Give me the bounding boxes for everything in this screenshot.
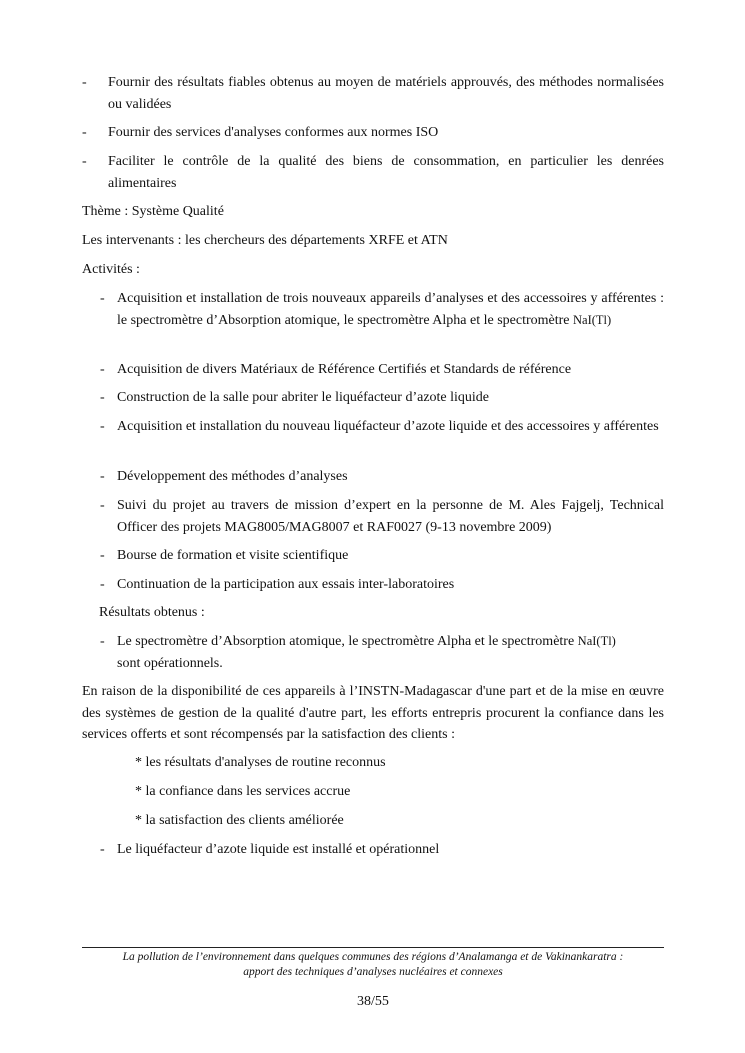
activity-item: Bourse de formation et visite scientifique <box>117 548 349 563</box>
result-tail: sont opérationnels. <box>117 655 223 671</box>
footer-rule <box>82 947 664 948</box>
intervenants-line: Les intervenants : les chercheurs des départements XRFE et ATN <box>82 233 448 248</box>
footer-line: La pollution de l’environnement dans quelques communes des régions d’Analamanga et de Vakinankaratra : <box>122 951 624 963</box>
activity-dash: - <box>100 390 105 405</box>
resultats-label: Résultats obtenus : <box>99 605 205 620</box>
activity-nai: NaI(Tl) <box>573 312 612 327</box>
activity-dash: - <box>100 548 105 563</box>
activity-item: Développement des méthodes d’analyses <box>117 469 348 484</box>
bullet-text: Faciliter le contrôle de la qualité des biens de consommation, en particulier les denrées alimentaires <box>108 154 664 191</box>
activity-item: Acquisition et installation du nouveau liquéfacteur d’azote liquide et des accessoires y afférentes <box>117 419 659 434</box>
activity-item: Construction de la salle pour abriter le liquéfacteur d’azote liquide <box>117 390 490 405</box>
result-text: Le spectromètre d’Absorption atomique, le spectromètre Alpha et le spectromètre <box>117 634 578 649</box>
bullet-text: Fournir des résultats fiables obtenus au moyen de matériels approuvés, des méthodes normalisées ou validées <box>108 75 664 112</box>
activity-item: Suivi du projet au travers de mission d’expert en la personne de M. Ales Fajgelj, Technical Officer des projets MAG8005/MAG8007 et RAF0027 (9-13 novembre 2009) <box>117 498 664 535</box>
activity-item <box>117 288 664 331</box>
activity-dash: - <box>100 291 105 306</box>
result-nai: NaI(Tl) <box>577 634 616 648</box>
bullet-dash: - <box>82 125 87 140</box>
star-item: * les résultats d'analyses de routine reconnus <box>135 755 386 770</box>
activity-item: Acquisition de divers Matériaux de Référence Certifiés et Standards de référence <box>117 362 572 377</box>
page-number: 38/55 <box>357 994 389 1009</box>
bullet-dash: - <box>82 154 87 169</box>
activity-item: Continuation de la participation aux essais inter-laboratoires <box>117 577 455 592</box>
activites-label: Activités : <box>82 262 140 277</box>
result-dash: - <box>100 842 105 857</box>
footer-line: apport des techniques d’analyses nucléaires et connexes <box>243 966 503 978</box>
activity-text: Acquisition et installation de trois nouveaux appareils d’analyses et des accessoires y afférentes : le spectromètre d’Absorption atomique, le spectromètre Alpha et le spectromètre <box>117 291 664 328</box>
star-item: * la confiance dans les services accrue <box>135 784 351 799</box>
footer-text <box>82 950 664 980</box>
result-item: Le liquéfacteur d’azote liquide est installé et opérationnel <box>117 842 440 857</box>
bullet-text: Fournir des services d'analyses conformes aux normes ISO <box>108 125 439 140</box>
activity-dash: - <box>100 419 105 434</box>
star-item: * la satisfaction des clients améliorée <box>135 813 344 828</box>
activity-dash: - <box>100 362 105 377</box>
result-dash: - <box>100 634 105 649</box>
activity-dash: - <box>100 469 105 484</box>
bullet-dash: - <box>82 75 87 90</box>
activity-dash: - <box>100 577 105 592</box>
theme-line: Thème : Système Qualité <box>82 204 224 219</box>
result-item <box>117 631 664 674</box>
activity-dash: - <box>100 498 105 513</box>
body-paragraph: En raison de la disponibilité de ces appareils à l’INSTN-Madagascar d'une part et de la mise en œuvre des systèmes de gestion de la qualité d'autre part, les efforts entrepris procurent la confiance dans les services offerts et sont récompensés par la satisfaction des clients : <box>82 684 664 742</box>
